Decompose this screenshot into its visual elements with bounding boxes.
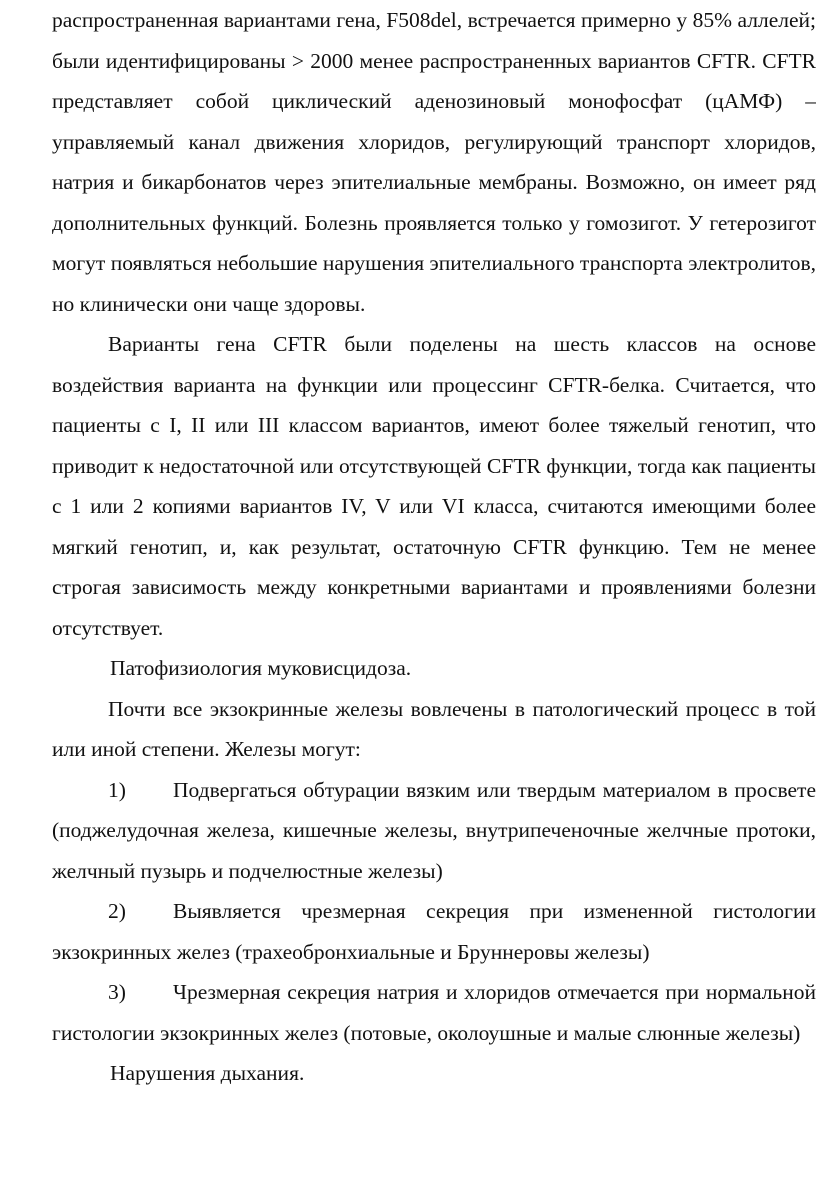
paragraph-exocrine-glands: Почти все экзокринные железы вовлечены в патологический процесс в той или иной степени. Железы могут: xyxy=(52,696,816,761)
paragraph-variant-classes: Варианты гена CFTR были поделены на шесть классов на основе воздействия варианта на функции или процессинг CFTR-белка. Считается, что пациенты с I, II или III классом вариантов, имеют более тяжелый генотип, что приводит к недостаточной или отсутствующей CFTR функции, тогда как пациенты с 1 или 2 копиями вариантов IV, V или VI класса, считаются имеющими более мягкий генотип, и, как результат, остаточную CFTR функцию. Тем не менее строгая зависимость между конкретными вариантами и проявлениями болезни отсутствует. xyxy=(52,332,816,640)
list-item-text: Чрезмерная секреция натрия и хлоридов отмечается при нормальной гистологии экзокринных желез (потовые, околоушные и малые слюнные железы) xyxy=(52,980,816,1045)
paragraph-cftr-variants: распространенная вариантами гена, F508del, встречается примерно у 85% аллелей; были идентифицированы > 2000 менее распространенных вариантов CFTR. CFTR представляет собой циклический аденозиновый монофосфат (цАМФ) – управляемый канал движения хлоридов, регулирующий транспорт хлоридов, натрия и бикарбонатов через эпителиальные мембраны. Возможно, он имеет ряд дополнительных функций. Болезнь проявляется только у гомозигот. У гетерозигот могут появляться небольшие нарушения эпителиального транспорта электролитов, но клинически они чаще здоровы. xyxy=(52,8,816,316)
list-item-text: Выявляется чрезмерная секреция при измененной гистологии экзокринных желез (трахеобронхиальные и Бруннеровы железы) xyxy=(52,899,816,964)
heading-pathophysiology: Патофизиология муковисцидоза. xyxy=(110,656,412,680)
list-item-number: 2) xyxy=(108,899,126,923)
list-item-number: 1) xyxy=(108,777,126,802)
list-item-text: Подвергаться обтурации вязким или твердым материалом в просвете (поджелудочная железа, кишечные железы, внутрипеченочные желчные протоки, желчный пузырь и подчелюстные железы) xyxy=(52,777,816,883)
list-item xyxy=(52,972,816,1053)
list-item xyxy=(52,891,816,972)
heading-respiratory: Нарушения дыхания. xyxy=(110,1061,305,1085)
list-item xyxy=(52,770,816,892)
list-item-number: 3) xyxy=(108,980,126,1004)
document-page xyxy=(52,0,816,1094)
